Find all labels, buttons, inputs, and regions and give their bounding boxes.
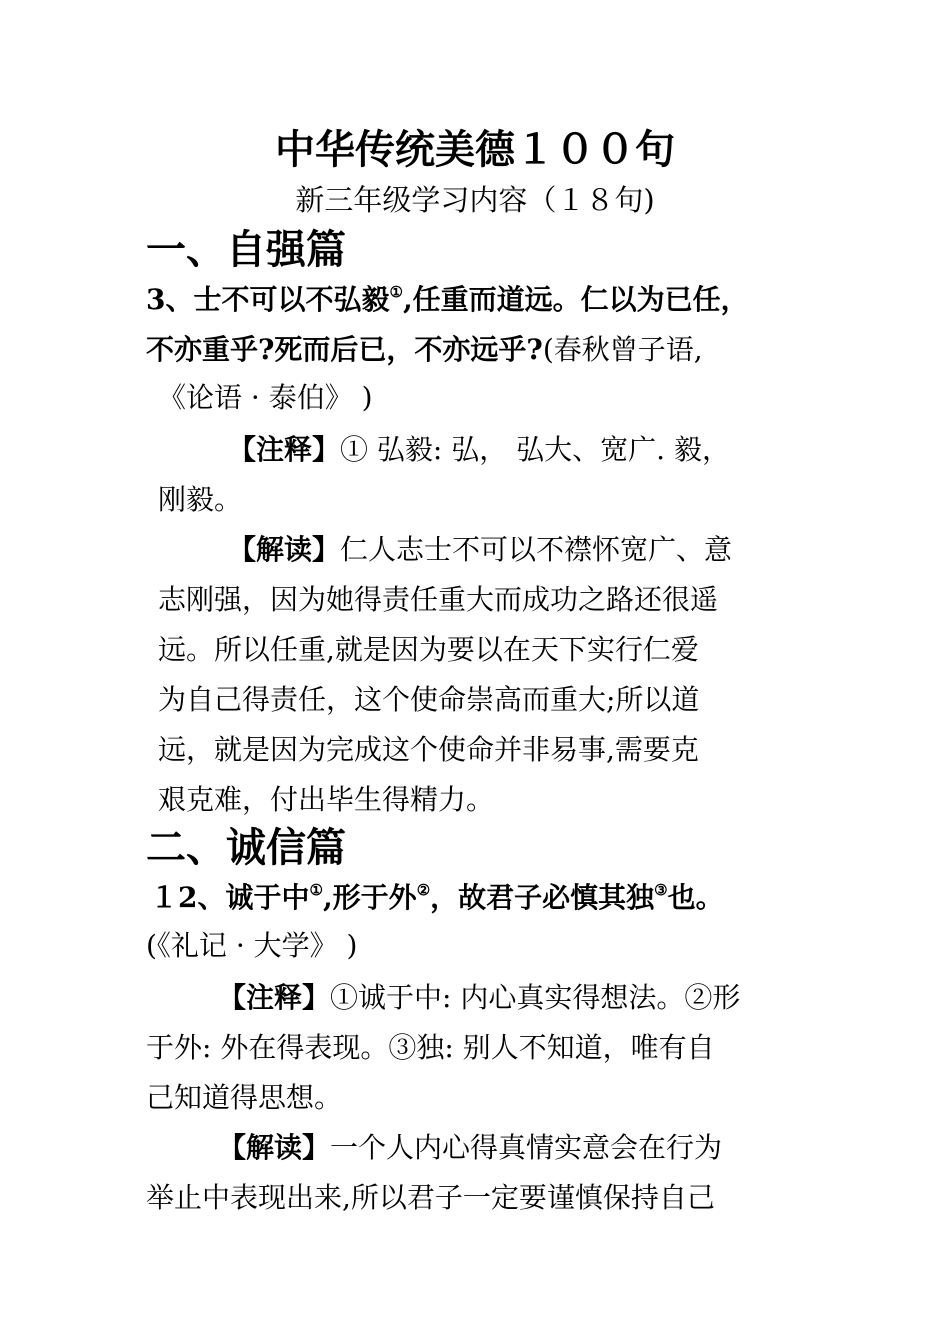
quote-source: (春秋曾子语,	[542, 333, 703, 366]
reading-line: 举止中表现出来,所以君子一定要谨慎保持自己	[146, 1181, 715, 1214]
note-text: ①诚于中: 内心真实得想法。②形	[330, 981, 741, 1014]
note-label: 【注释】	[228, 433, 341, 466]
quote-line	[146, 328, 703, 372]
section-heading-integrity: 二、诚信篇	[146, 824, 346, 871]
footnote-marker: ①	[309, 881, 323, 899]
reading-label: 【解读】	[228, 533, 341, 566]
quote-text: 3、士不可以不弘毅	[146, 283, 390, 316]
reading-line: 志刚强，因为她得责任重大而成功之路还很遥	[158, 583, 719, 616]
footnote-marker: ②	[416, 881, 431, 899]
quote-text: ，故君子必慎其独	[430, 881, 655, 914]
quote-text: ,形于外	[322, 881, 417, 914]
note-line	[228, 428, 730, 472]
note-line: 刚毅。	[158, 483, 243, 516]
note-line: 于外: 外在得表现。③独: 别人不知道，唯有自	[146, 1031, 715, 1064]
section-heading-self-strengthening: 一、自强篇	[146, 226, 346, 273]
quote-line	[150, 876, 724, 920]
reading-line: 艰克难，付出毕生得精力。	[158, 783, 495, 816]
document-title: 中华传统美德１００句	[275, 126, 675, 173]
quote-text: ,任重而道远。仁以为已任，	[402, 283, 749, 316]
footnote-marker: ③	[654, 881, 668, 899]
reading-line: 为自己得责任，这个使命崇高而重大;所以道	[158, 683, 700, 716]
reading-text: 一个人内心得真情实意会在行为	[330, 1131, 723, 1164]
note-line: 己知道得思想。	[146, 1081, 343, 1114]
note-text: ① 弘毅: 弘， 弘大、宽广. 毅，	[340, 433, 730, 466]
reading-line	[218, 1126, 722, 1170]
quote-text: 不亦重乎?死而后已，不亦远乎?	[146, 333, 543, 366]
reading-text: 仁人志士不可以不襟怀宽广、意	[340, 533, 733, 566]
reading-line: 远。所以任重,就是因为要以在天下实行仁爱	[158, 633, 699, 666]
reading-line	[228, 528, 732, 572]
quote-line	[146, 278, 749, 322]
note-line	[218, 976, 740, 1020]
quote-source-line: (《礼记 · 大学》 )	[146, 929, 358, 962]
reading-label: 【解读】	[218, 1131, 331, 1164]
quote-text: １2、诚于中	[150, 881, 310, 914]
document-subtitle: 新三年级学习内容（１８句)	[295, 183, 655, 217]
note-label: 【注释】	[218, 981, 331, 1014]
reading-line: 远，就是因为完成这个使命并非易事,需要克	[158, 733, 699, 766]
quote-source-line: 《论语 · 泰伯》 )	[158, 381, 373, 414]
footnote-marker: ①	[389, 283, 403, 301]
quote-text: 也。	[667, 881, 724, 914]
